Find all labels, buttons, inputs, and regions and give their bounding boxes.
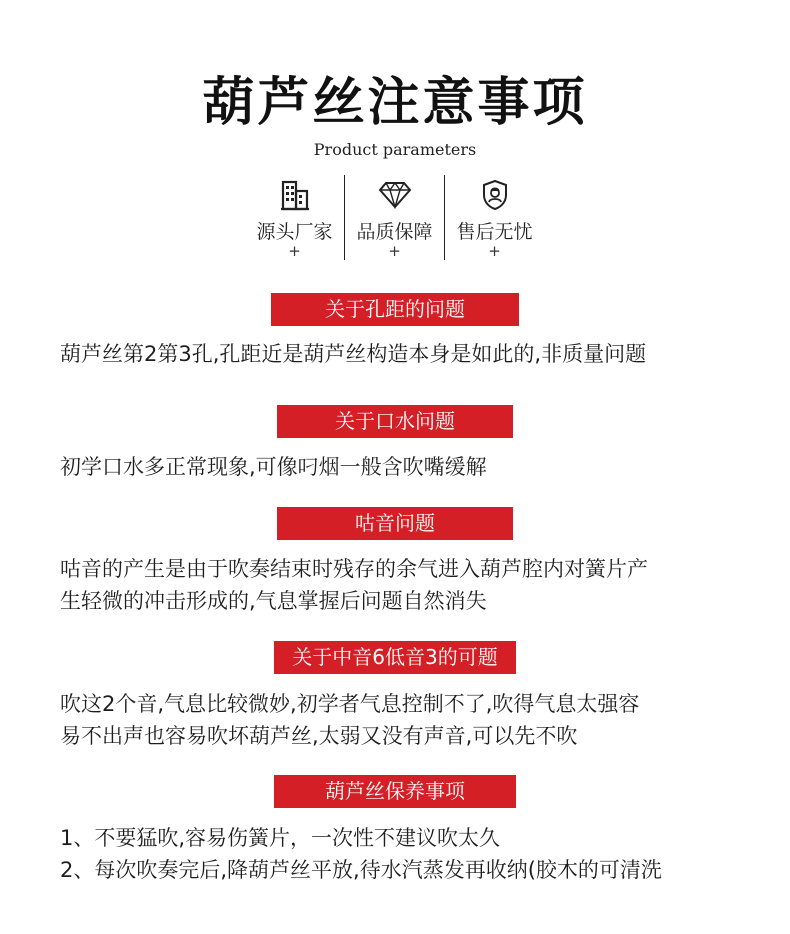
section-text-gurgle [60, 553, 760, 617]
plus-icon: + [288, 242, 301, 260]
section-heading-label: 关于孔距的问题 [271, 293, 519, 326]
plus-icon: + [488, 242, 501, 260]
section-heading-saliva [0, 405, 790, 438]
text-line: 1、不要猛吹,容易伤簧片，一次性不建议吹太久 [60, 826, 501, 850]
section-text-hole-spacing [60, 338, 760, 370]
plus-icon: + [388, 242, 401, 260]
section-text-notes [60, 688, 760, 752]
building-icon [280, 177, 310, 213]
section-heading-label: 关于中音6低音3的可题 [274, 641, 516, 674]
section-heading-notes [0, 641, 790, 674]
feature-label: 售后无忧 [456, 221, 533, 243]
text-line: 葫芦丝第2第3孔,孔距近是葫芦丝构造本身是如此的,非质量问题 [60, 342, 647, 366]
text-line: 咕音的产生是由于吹奏结束时残存的余气进入葫芦腔内对簧片产 [60, 557, 648, 581]
shield-person-icon [481, 177, 509, 213]
diamond-icon [378, 177, 412, 213]
text-line: 生轻微的冲击形成的,气息掌握后问题自然消失 [60, 589, 487, 613]
feature-aftersales [444, 175, 544, 260]
text-line: 易不出声也容易吹坏葫芦丝,太弱又没有声音,可以先不吹 [60, 724, 578, 748]
page-title: 葫芦丝注意事项 [202, 73, 588, 133]
section-heading-label: 咕音问题 [277, 507, 513, 540]
feature-row [245, 175, 545, 260]
feature-label: 源头厂家 [256, 221, 333, 243]
section-heading-label: 关于口水问题 [277, 405, 513, 438]
text-line: 吹这2个音,气息比较微妙,初学者气息控制不了,吹得气息太强容 [60, 692, 640, 716]
feature-quality [344, 175, 444, 260]
section-heading-gurgle [0, 507, 790, 540]
section-heading-hole-spacing [0, 293, 790, 326]
feature-label: 品质保障 [356, 221, 433, 243]
section-heading-maintenance [0, 775, 790, 808]
section-heading-label: 葫芦丝保养事项 [274, 775, 516, 808]
text-line: 2、每次吹奏完后,降葫芦丝平放,待水汽蒸发再收纳(胶木的可清洗 [60, 858, 662, 882]
text-line: 初学口水多正常现象,可像叼烟一般含吹嘴缓解 [60, 455, 487, 479]
feature-factory [245, 175, 344, 260]
page-subtitle: Product parameters [313, 140, 477, 159]
section-text-maintenance [60, 822, 760, 886]
section-text-saliva [60, 451, 760, 483]
